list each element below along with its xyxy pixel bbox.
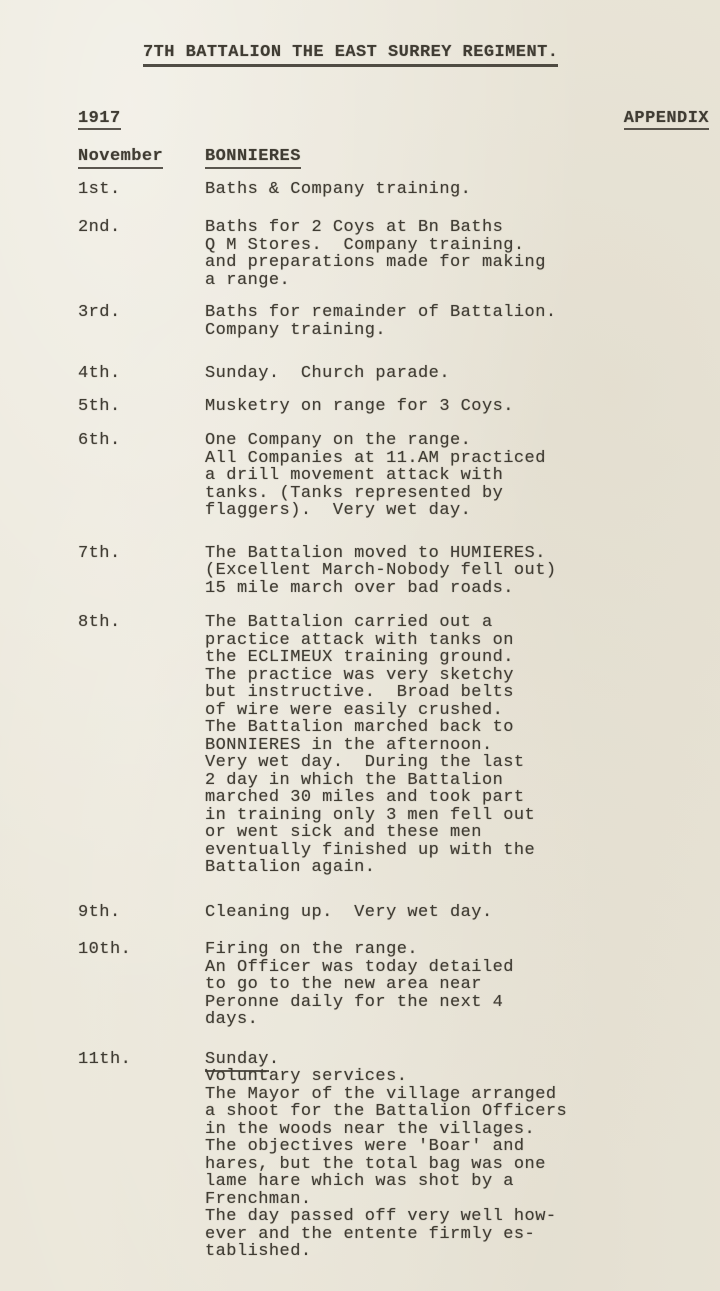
- entry-line: ever and the entente firmly es-: [205, 1224, 536, 1244]
- entry-line: practice attack with tanks on: [205, 630, 514, 650]
- entry-line: BONNIERES in the afternoon.: [205, 735, 493, 755]
- entry-line: Cleaning up. Very wet day.: [205, 902, 493, 922]
- diary-entry-row: [78, 614, 709, 877]
- diary-entry-row: [78, 181, 709, 199]
- entry-line: One Company on the range.: [205, 431, 472, 450]
- entry-line: marched 30 miles and took part: [205, 788, 525, 807]
- entry-body: [205, 219, 546, 289]
- entry-line: The practice was very sketchy: [205, 665, 514, 685]
- entry-line: a range.: [205, 270, 291, 290]
- entry-body: [205, 432, 546, 520]
- entry-line: The Battalion marched back to: [205, 718, 514, 737]
- entry-line: in training only 3 men fell out: [205, 805, 536, 825]
- entry-line: The Battalion carried out a: [205, 613, 493, 632]
- entry-line: Baths for 2 Coys at Bn Baths: [205, 218, 504, 237]
- entry-line: and preparations made for making: [205, 253, 546, 272]
- entry-date: 11th.: [78, 1049, 132, 1069]
- entry-line: to go to the new area near: [205, 975, 482, 994]
- entry-date: 5th.: [78, 396, 121, 416]
- entry-line: of wire were easily crushed.: [205, 700, 504, 720]
- diary-entry-row: [78, 941, 709, 1029]
- entry-line: The Mayor of the village arranged: [205, 1084, 557, 1104]
- month-row: [78, 148, 709, 166]
- entry-line: a drill movement attack with: [205, 466, 504, 485]
- entry-body: [205, 304, 557, 339]
- diary-entry-row: [78, 545, 709, 598]
- entry-line: the ECLIMEUX training ground.: [205, 648, 514, 667]
- header-row: [78, 110, 709, 131]
- entry-line: or went sick and these men: [205, 823, 482, 842]
- entry-body: [205, 365, 450, 383]
- entry-line: Very wet day. During the last: [205, 753, 525, 772]
- entry-date: 8th.: [78, 613, 121, 632]
- entry-line: The Battalion moved to HUMIERES.: [205, 543, 546, 563]
- entry-line: tanks. (Tanks represented by: [205, 483, 504, 503]
- entry-line: Frenchman.: [205, 1189, 312, 1209]
- month-label: November: [78, 148, 205, 166]
- entry-line: a shoot for the Battalion Officers: [205, 1102, 568, 1121]
- entry-body: [205, 904, 493, 922]
- entry-date: 3rd.: [78, 303, 121, 322]
- entry-line: Battalion again.: [205, 858, 376, 877]
- entry-line: The objectives were 'Boar' and: [205, 1137, 525, 1156]
- entry-line: (Excellent March-Nobody fell out): [205, 561, 557, 580]
- entry-line: tablished.: [205, 1242, 312, 1261]
- appendix-label: APPENDIX: [624, 110, 709, 131]
- entry-line: lame hare which was shot by a: [205, 1172, 514, 1191]
- entry-line: eventually finished up with the: [205, 840, 536, 860]
- entry-date: 7th.: [78, 543, 121, 563]
- entry-body: [205, 1051, 567, 1261]
- location-label: BONNIERES: [205, 148, 301, 166]
- entry-line: but instructive. Broad belts: [205, 683, 514, 702]
- diary-entry-row: [78, 304, 709, 339]
- entry-line: flaggers). Very wet day.: [205, 501, 472, 520]
- entry-line: All Companies at 11.AM practiced: [205, 448, 546, 468]
- year-label: 1917: [78, 110, 121, 131]
- entry-line: Peronne daily for the next 4: [205, 992, 504, 1012]
- entry-body: [205, 181, 471, 199]
- entry-line: The day passed off very well how-: [205, 1207, 557, 1226]
- entry-date: 4th.: [78, 364, 121, 383]
- entry-body: [205, 545, 557, 598]
- entry-body: [205, 941, 514, 1029]
- entry-line: An Officer was today detailed: [205, 957, 514, 977]
- diary-entry-row: [78, 398, 709, 416]
- entry-line: Sunday.: [205, 1051, 567, 1069]
- entry-line: Musketry on range for 3 Coys.: [205, 396, 514, 416]
- diary-entry-row: [78, 1051, 709, 1261]
- entry-line: hares, but the total bag was one: [205, 1154, 546, 1174]
- entry-date: 6th.: [78, 431, 121, 450]
- entry-line: Company training.: [205, 320, 387, 340]
- diary-entry-row: [78, 432, 709, 520]
- entry-body: [205, 398, 514, 416]
- entry-date: 10th.: [78, 940, 132, 959]
- diary-entry-row: [78, 365, 709, 383]
- entry-line: Q M Stores. Company training.: [205, 235, 525, 255]
- diary-entry-row: [78, 219, 709, 289]
- entry-line: Voluntary services.: [205, 1067, 408, 1086]
- page-title: 7TH BATTALION THE EAST SURREY REGIMENT.: [143, 44, 709, 62]
- entry-line: Sunday. Church parade.: [205, 364, 450, 383]
- entry-date: 1st.: [78, 179, 121, 199]
- entry-body: [205, 614, 535, 877]
- entry-line: 15 mile march over bad roads.: [205, 578, 514, 598]
- diary-entries: [78, 181, 709, 1261]
- entry-date: 2nd.: [78, 218, 121, 237]
- entry-line: Baths & Company training.: [205, 179, 472, 199]
- entry-line: Firing on the range.: [205, 940, 419, 959]
- entry-line: Baths for remainder of Battalion.: [205, 303, 557, 322]
- entry-line: in the woods near the villages.: [205, 1119, 536, 1139]
- entry-line: 2 day in which the Battalion: [205, 770, 504, 790]
- entry-line: days.: [205, 1010, 259, 1029]
- diary-entry-row: [78, 904, 709, 922]
- entry-date: 9th.: [78, 902, 121, 922]
